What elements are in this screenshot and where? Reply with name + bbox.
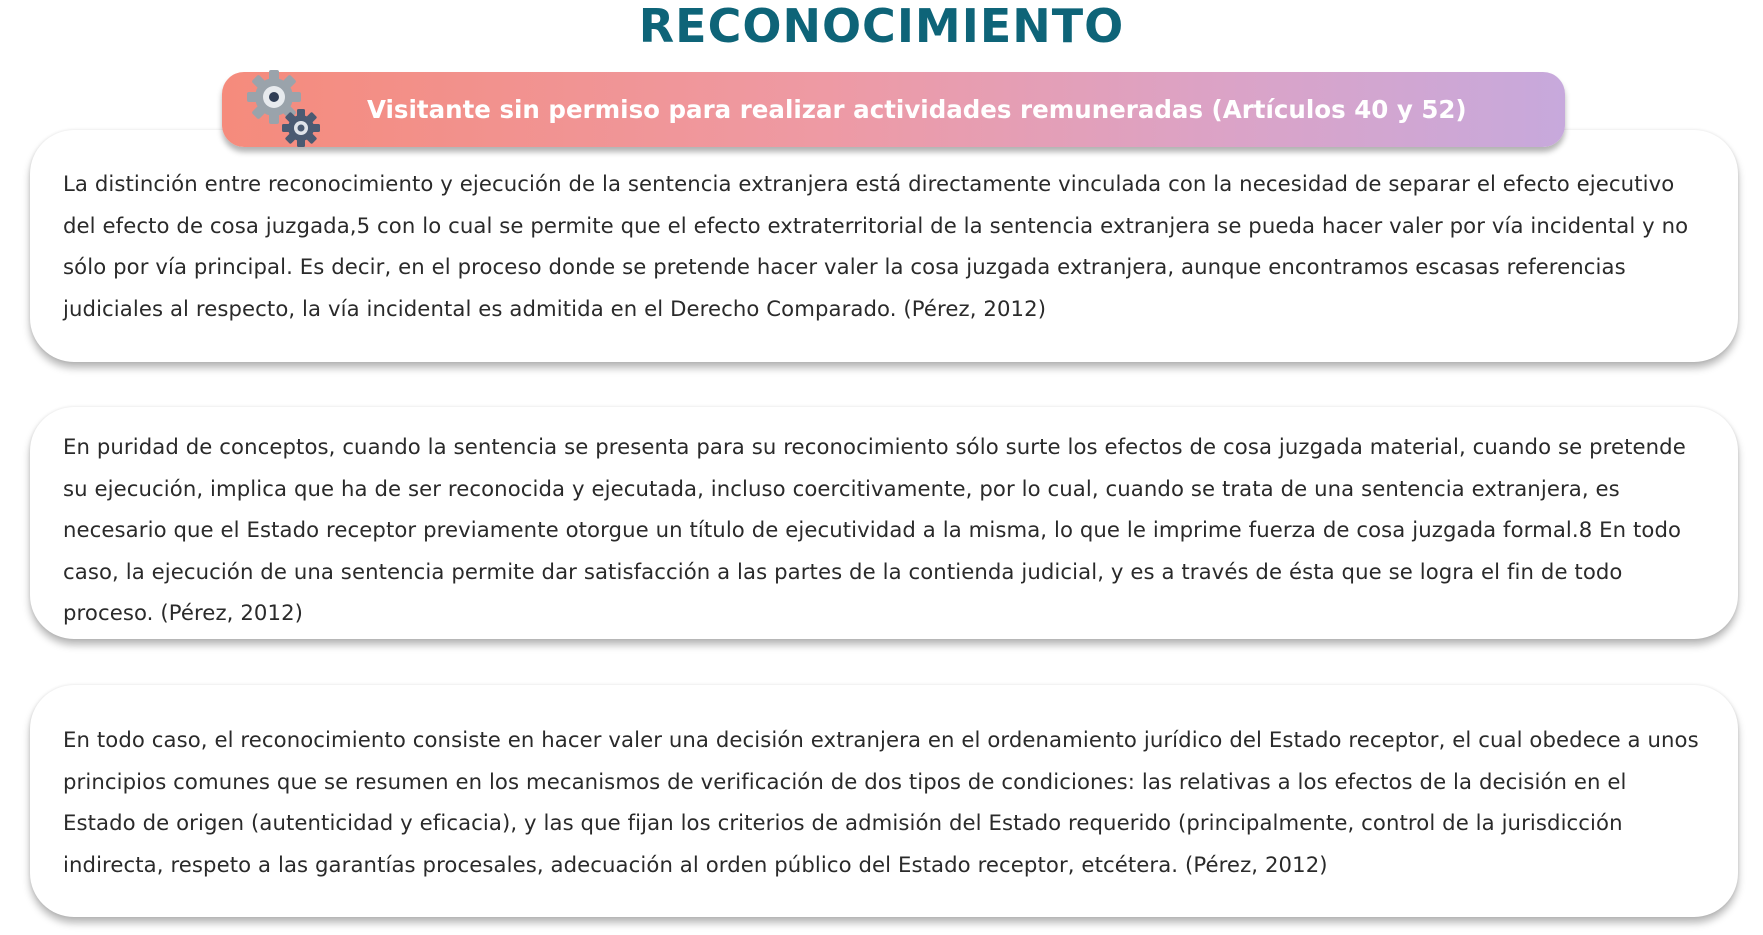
- card-paragraph: En puridad de conceptos, cuando la sentencia se presenta para su reconocimiento sólo surte los efectos de cosa juzgada material, cuando se pretende su ejecución, implica que ha de ser reconocida y ejecutada, incluso coercitivamente, por lo cual, cuando se trata de una sentencia extranjera, es necesario que el Estado receptor previamente otorgue un título de ejecutividad a la misma, lo que le imprime fuerza de cosa juzgada formal.8 En todo caso, la ejecución de una sentencia permite dar satisfacción a las partes de la contienda judicial, y es a través de ésta que se logra el fin de todo proceso. (Pérez, 2012): [63, 434, 1686, 625]
- banner-title: Visitante sin permiso para realizar actividades remuneradas (Artículos 40 y 52): [367, 95, 1467, 124]
- gears-icon: [244, 65, 344, 155]
- card-paragraph: En todo caso, el reconocimiento consiste en hacer valer una decisión extranjera en el ordenamiento jurídico del Estado receptor, el cual obedece a unos principios comunes que se resumen en los mecanismos de verificación de dos tipos de condiciones: las relativas a los efectos de la decisión en el Estado de origen (autenticidad y eficacia), y las que fijan los criterios de admisión del Estado requerido (principalmente, control de la jurisdicción indirecta, respeto a las garantías procesales, adecuación al orden público del Estado receptor, etcétera. (Pérez, 2012): [63, 727, 1699, 877]
- text-card: [30, 130, 1738, 362]
- text-card: [30, 685, 1738, 917]
- page-title: RECONOCIMIENTO: [638, 0, 1125, 53]
- text-card: [30, 407, 1738, 639]
- section-banner: [222, 72, 1565, 147]
- card-paragraph: La distinción entre reconocimiento y ejecución de la sentencia extranjera está directamente vinculada con la necesidad de separar el efecto ejecutivo del efecto de cosa juzgada,5 con lo cual se permite que el efecto extraterritorial de la sentencia extranjera se pueda hacer valer por vía incidental y no sólo por vía principal. Es decir, en el proceso donde se pretende hacer valer la cosa juzgada extranjera, aunque encontramos escasas referencias judiciales al respecto, la vía incidental es admitida en el Derecho Comparado. (Pérez, 2012): [63, 171, 1689, 321]
